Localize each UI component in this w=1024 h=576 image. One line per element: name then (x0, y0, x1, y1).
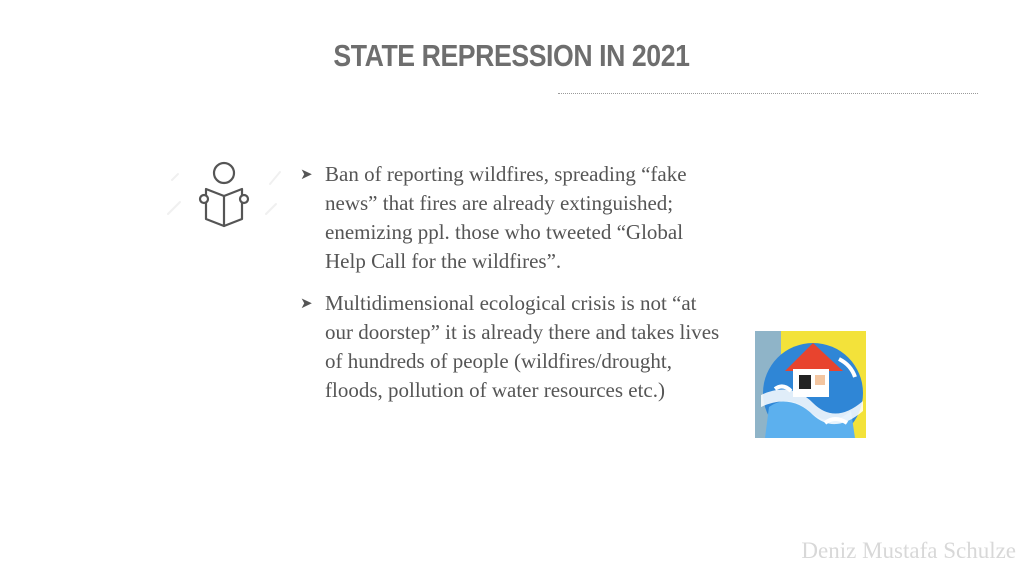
flooded-house-icon (755, 331, 866, 438)
title-divider (558, 93, 978, 94)
bullet-item (300, 289, 720, 405)
arrow-bullet-icon: ➤ (300, 165, 313, 183)
bullet-text: Multidimensional ecological crisis is not “at our doorstep” it is already there and takes lives of hundreds of people (wildfires/drought, floods, pollution of water resources etc.) (325, 291, 720, 402)
bullet-text: Ban of reporting wildfires, spreading “fake news” that fires are already extinguished; enemizing ppl. those who tweeted “Global Help Call for the wildfires”. (325, 162, 687, 273)
author-watermark: Deniz Mustafa Schulze (801, 538, 1016, 563)
bullet-item (300, 160, 720, 276)
slide-title: STATE REPRESSION IN 2021 (333, 38, 690, 73)
person-reading-newspaper-icon (166, 158, 284, 230)
bullet-list (300, 160, 720, 418)
arrow-bullet-icon: ➤ (300, 294, 313, 312)
